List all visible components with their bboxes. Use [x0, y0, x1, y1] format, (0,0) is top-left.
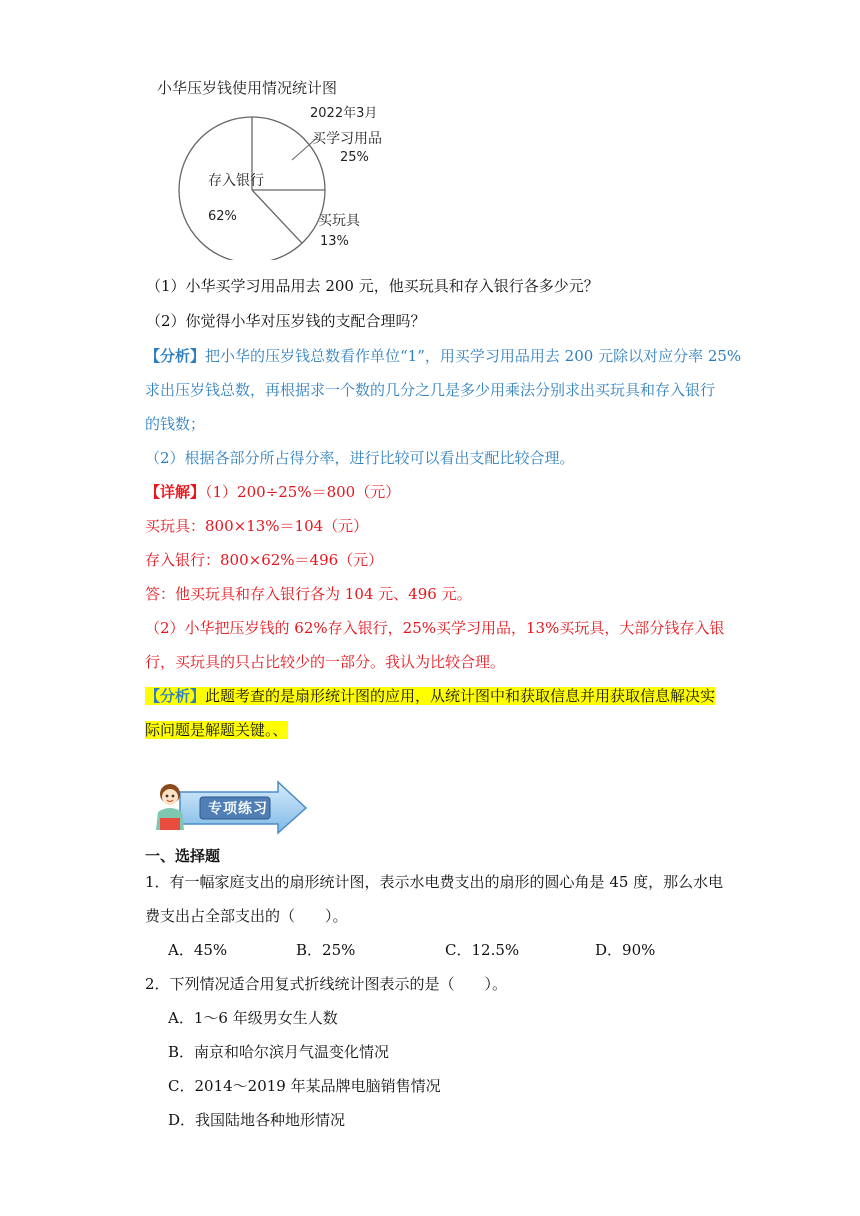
exercise-1-option-a[interactable]: A．45%: [168, 941, 228, 959]
analysis-line-2: 求出压岁钱总数，再根据求一个数的几分之几是多少用乘法分别求出买玩具和存入银行: [145, 381, 716, 399]
question-1: （1）小华买学习用品用去 200 元，他买玩具和存入银行各多少元？: [146, 277, 599, 295]
chart-title: 小华压岁钱使用情况统计图: [157, 79, 338, 97]
exercise-1-option-d[interactable]: D．90%: [595, 941, 656, 959]
practice-banner: [150, 778, 310, 836]
slice-label-supplies: 买学习用品: [312, 131, 382, 147]
review-text-2: 际问题是解题关键。、: [145, 721, 288, 739]
exercise-2-option-d[interactable]: D．我国陆地各种地形情况: [168, 1111, 346, 1129]
review-line-1: [145, 686, 715, 706]
section-title: 一、选择题: [145, 847, 221, 865]
exercise-1-option-b[interactable]: B．25%: [296, 941, 356, 959]
review-text-1: 此题考查的是扇形统计图的应用，从统计图中和获取信息并用获取信息解决实: [205, 687, 716, 705]
analysis-tag: 【分析】: [145, 347, 206, 365]
question-2: （2）你觉得小华对压岁钱的支配合理吗？: [146, 312, 426, 330]
solution-tag: 【详解】: [145, 483, 206, 501]
banner-label: 专项练习: [208, 801, 268, 817]
exercise-2-option-b[interactable]: B．南京和哈尔滨月气温变化情况: [168, 1043, 390, 1061]
exercise-1-line-2: 费支出占全部支出的（ ）。: [145, 907, 348, 925]
slice-value-bank: 62%: [208, 209, 237, 224]
solution-line-6: 行，买玩具的只占比较少的一部分。我认为比较合理。: [145, 653, 506, 671]
exercise-2-option-c[interactable]: C．2014～2019 年某品牌电脑销售情况: [168, 1077, 441, 1095]
analysis-line-4: （2）根据各部分所占得分率，进行比较可以看出支配比较合理。: [145, 449, 575, 467]
analysis-line-1: [145, 346, 741, 366]
solution-text-1: （1）200÷25%＝800（元）: [205, 483, 401, 501]
slice-value-supplies: 25%: [340, 150, 369, 165]
chart-subtitle: 2022年3月: [310, 106, 378, 121]
solution-line-3: 存入银行：800×62%＝496（元）: [145, 551, 384, 569]
solution-line-1: [145, 482, 400, 502]
solution-line-4: 答：他买玩具和存入银行各为 104 元、496 元。: [145, 585, 472, 603]
slice-label-toys: 买玩具: [318, 213, 360, 229]
slice-label-bank: 存入银行: [208, 173, 264, 189]
solution-line-5: （2）小华把压岁钱的 62%存入银行，25%买学习用品，13%买玩具，大部分钱存入银: [145, 619, 725, 637]
solution-line-2: 买玩具：800×13%＝104（元）: [145, 517, 369, 535]
pie-chart-svg: [150, 75, 410, 260]
exercise-1-option-c[interactable]: C．12.5%: [445, 941, 520, 959]
exercise-1-line-1: 1．有一幅家庭支出的扇形统计图，表示水电费支出的扇形的圆心角是 45 度，那么水电: [145, 873, 724, 891]
exercise-2-option-a[interactable]: A．1～6 年级男女生人数: [168, 1009, 338, 1027]
review-line-2: [145, 720, 288, 740]
review-tag: 【分析】: [145, 687, 206, 705]
exercise-2-line-1: 2．下列情况适合用复式折线统计图表示的是（ ）。: [145, 975, 508, 993]
analysis-line-3: 的钱数；: [145, 415, 206, 433]
slice-value-toys: 13%: [320, 234, 349, 249]
pie-chart-figure: [150, 75, 410, 260]
analysis-text-1: 把小华的压岁钱总数看作单位“1”，用买学习用品用去 200 元除以对应分率 25%: [205, 347, 742, 365]
